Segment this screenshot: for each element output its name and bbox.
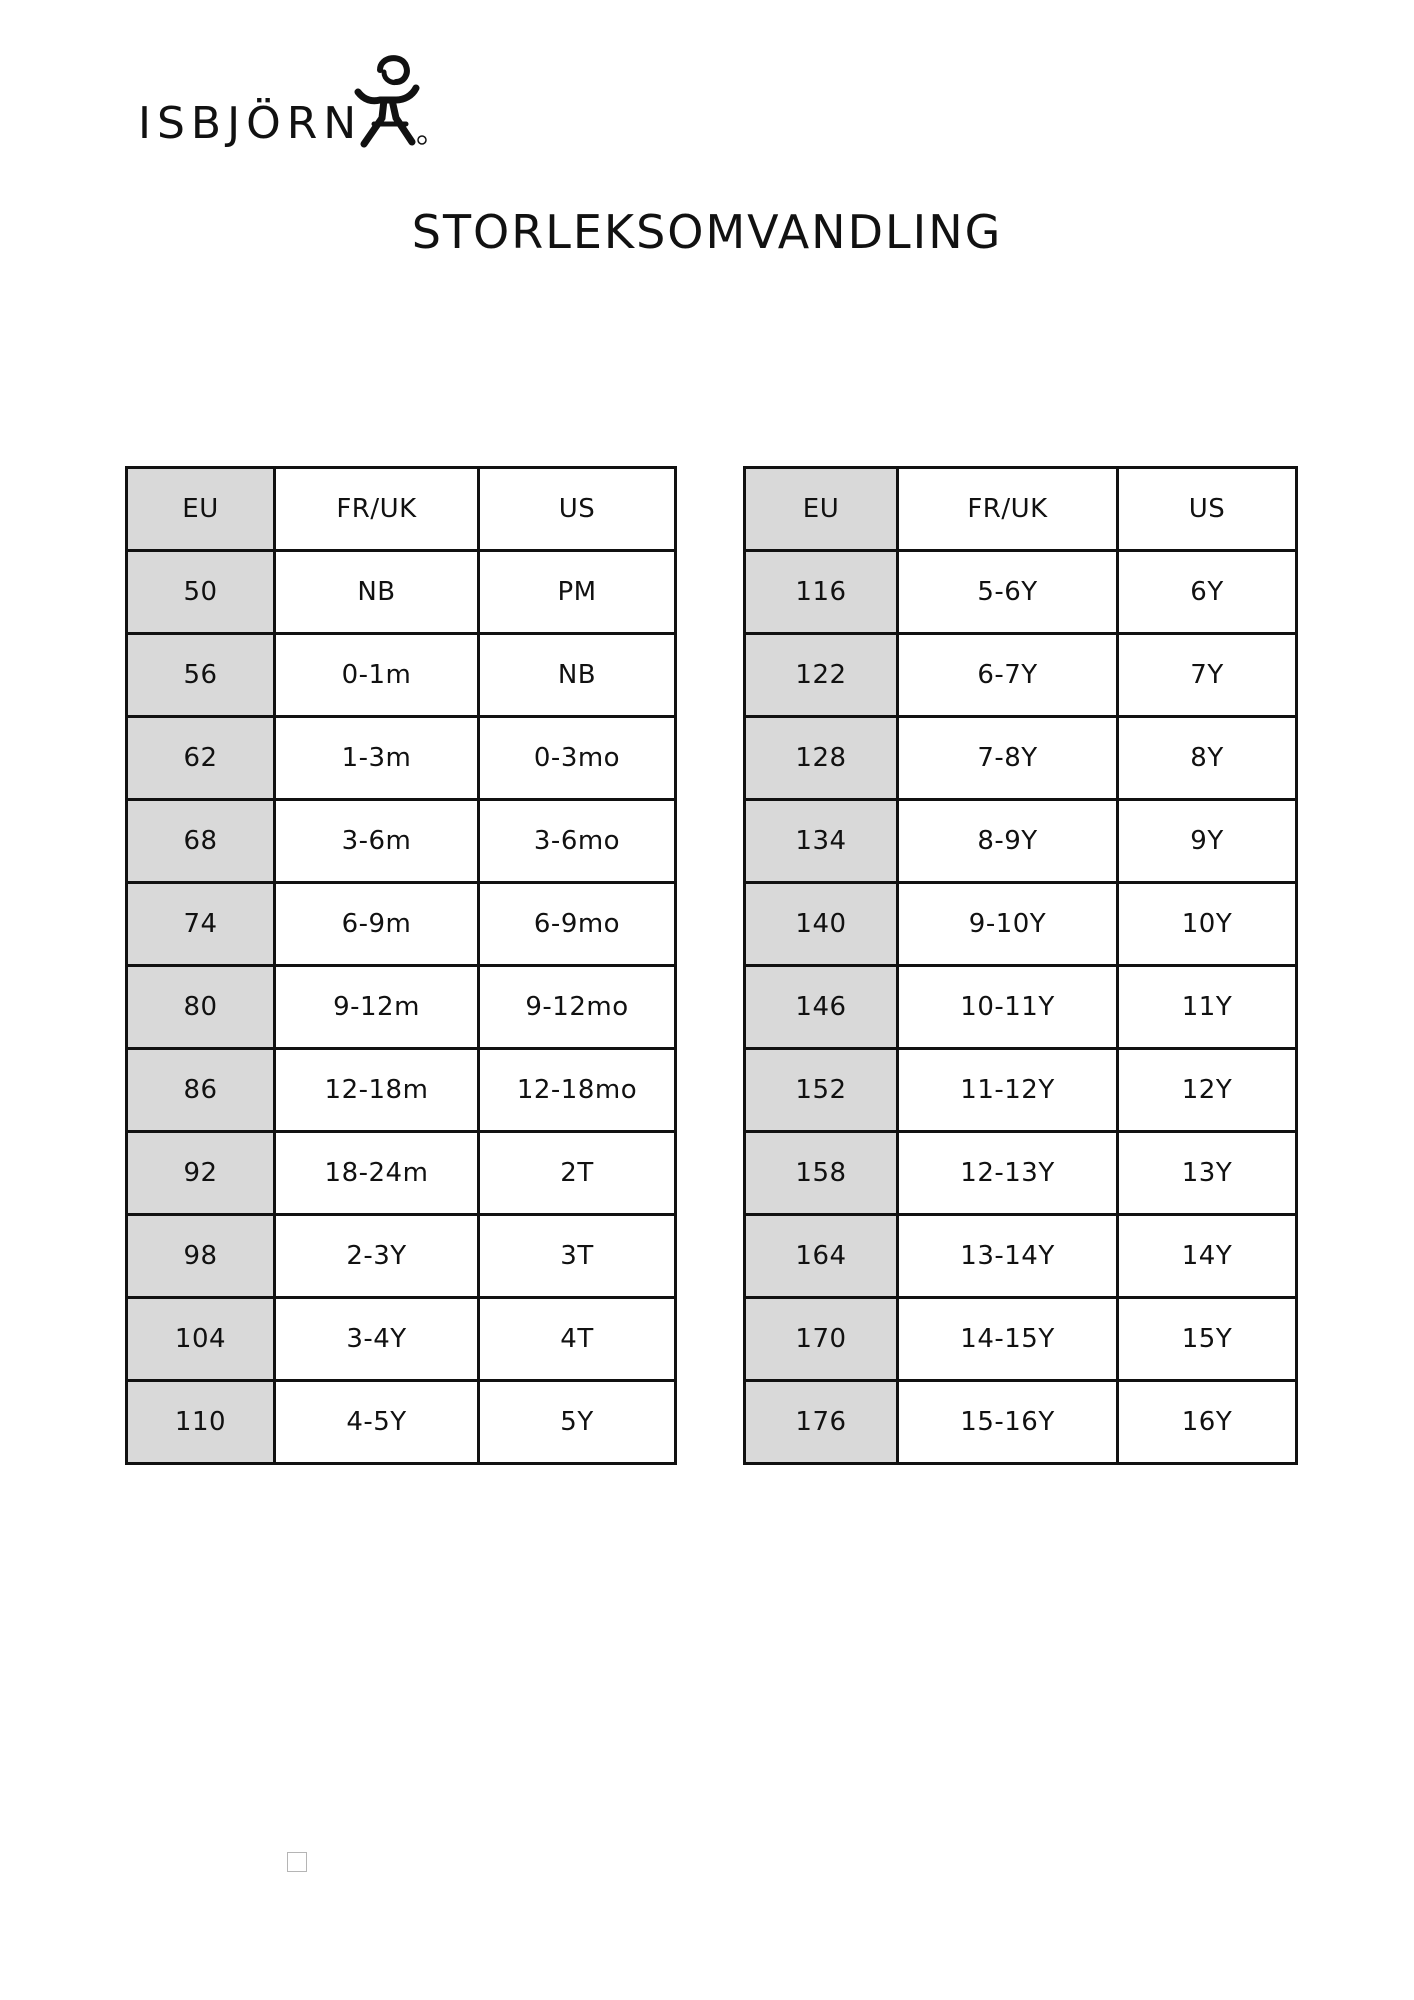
- cell-fr-uk: 12-13Y: [898, 1132, 1118, 1215]
- cell-us: 12-18mo: [479, 1049, 676, 1132]
- cell-us: 16Y: [1118, 1381, 1297, 1464]
- cell-eu: 86: [127, 1049, 275, 1132]
- cell-us: 4T: [479, 1298, 676, 1381]
- header-eu: EU: [127, 468, 275, 551]
- table-row: [745, 1215, 1297, 1298]
- cell-fr-uk: 8-9Y: [898, 800, 1118, 883]
- cell-eu: 92: [127, 1132, 275, 1215]
- table-row: [127, 551, 676, 634]
- cell-eu: 152: [745, 1049, 898, 1132]
- cell-eu: 80: [127, 966, 275, 1049]
- cell-fr-uk: 13-14Y: [898, 1215, 1118, 1298]
- table-row: [745, 634, 1297, 717]
- table-row: [745, 717, 1297, 800]
- cell-eu: 104: [127, 1298, 275, 1381]
- cell-eu: 134: [745, 800, 898, 883]
- empty-checkbox-icon: [287, 1852, 307, 1872]
- brand-name: ISBJÖRN: [138, 98, 363, 149]
- cell-fr-uk: 7-8Y: [898, 717, 1118, 800]
- cell-fr-uk: 15-16Y: [898, 1381, 1118, 1464]
- cell-us: 13Y: [1118, 1132, 1297, 1215]
- size-table-right: [743, 466, 1298, 1465]
- cell-fr-uk: 12-18m: [275, 1049, 479, 1132]
- cell-us: 15Y: [1118, 1298, 1297, 1381]
- cell-fr-uk: 9-12m: [275, 966, 479, 1049]
- table-row: [127, 1381, 676, 1464]
- cell-eu: 50: [127, 551, 275, 634]
- cell-fr-uk: 2-3Y: [275, 1215, 479, 1298]
- page-title: STORLEKSOMVANDLING: [411, 205, 1003, 259]
- table-row: [745, 800, 1297, 883]
- header-us: US: [1118, 468, 1297, 551]
- cell-fr-uk: 0-1m: [275, 634, 479, 717]
- cell-fr-uk: 9-10Y: [898, 883, 1118, 966]
- cell-us: 11Y: [1118, 966, 1297, 1049]
- brand-logo: [138, 52, 428, 160]
- table-row: [127, 1049, 676, 1132]
- cell-eu: 62: [127, 717, 275, 800]
- cell-eu: 74: [127, 883, 275, 966]
- cell-fr-uk: 3-6m: [275, 800, 479, 883]
- cell-eu: 68: [127, 800, 275, 883]
- cell-eu: 158: [745, 1132, 898, 1215]
- cell-eu: 110: [127, 1381, 275, 1464]
- size-table-left: [125, 466, 677, 1465]
- cell-eu: 146: [745, 966, 898, 1049]
- cell-us: 3-6mo: [479, 800, 676, 883]
- cell-us: 7Y: [1118, 634, 1297, 717]
- cell-us: 0-3mo: [479, 717, 676, 800]
- cell-eu: 170: [745, 1298, 898, 1381]
- cell-us: 2T: [479, 1132, 676, 1215]
- cell-us: 10Y: [1118, 883, 1297, 966]
- cell-fr-uk: 6-9m: [275, 883, 479, 966]
- cell-eu: 140: [745, 883, 898, 966]
- table-row: [745, 1049, 1297, 1132]
- cell-eu: 176: [745, 1381, 898, 1464]
- table-row: [127, 1132, 676, 1215]
- cell-us: 9-12mo: [479, 966, 676, 1049]
- table-row: [745, 966, 1297, 1049]
- header-eu: EU: [745, 468, 898, 551]
- table-header-row: [127, 468, 676, 551]
- cell-fr-uk: NB: [275, 551, 479, 634]
- table-row: [745, 551, 1297, 634]
- cell-fr-uk: 4-5Y: [275, 1381, 479, 1464]
- cell-eu: 116: [745, 551, 898, 634]
- cell-fr-uk: 3-4Y: [275, 1298, 479, 1381]
- cell-fr-uk: 1-3m: [275, 717, 479, 800]
- cell-us: NB: [479, 634, 676, 717]
- cell-us: 12Y: [1118, 1049, 1297, 1132]
- cell-fr-uk: 14-15Y: [898, 1298, 1118, 1381]
- header-fr-uk: FR/UK: [898, 468, 1118, 551]
- cell-fr-uk: 18-24m: [275, 1132, 479, 1215]
- cell-us: 8Y: [1118, 717, 1297, 800]
- cell-eu: 98: [127, 1215, 275, 1298]
- cell-us: 3T: [479, 1215, 676, 1298]
- cell-us: PM: [479, 551, 676, 634]
- polar-bear-figure-icon: [350, 52, 430, 152]
- cell-us: 5Y: [479, 1381, 676, 1464]
- cell-fr-uk: 6-7Y: [898, 634, 1118, 717]
- cell-us: 6Y: [1118, 551, 1297, 634]
- cell-eu: 56: [127, 634, 275, 717]
- cell-fr-uk: 11-12Y: [898, 1049, 1118, 1132]
- table-header-row: [745, 468, 1297, 551]
- header-us: US: [479, 468, 676, 551]
- table-row: [127, 1215, 676, 1298]
- table-row: [127, 966, 676, 1049]
- cell-fr-uk: 10-11Y: [898, 966, 1118, 1049]
- table-row: [127, 1298, 676, 1381]
- table-row: [745, 1132, 1297, 1215]
- cell-us: 9Y: [1118, 800, 1297, 883]
- header-fr-uk: FR/UK: [275, 468, 479, 551]
- cell-eu: 128: [745, 717, 898, 800]
- cell-us: 6-9mo: [479, 883, 676, 966]
- table-row: [745, 1298, 1297, 1381]
- table-row: [127, 800, 676, 883]
- cell-us: 14Y: [1118, 1215, 1297, 1298]
- cell-fr-uk: 5-6Y: [898, 551, 1118, 634]
- table-row: [127, 717, 676, 800]
- table-row: [127, 883, 676, 966]
- table-row: [745, 883, 1297, 966]
- cell-eu: 122: [745, 634, 898, 717]
- cell-eu: 164: [745, 1215, 898, 1298]
- table-row: [745, 1381, 1297, 1464]
- table-row: [127, 634, 676, 717]
